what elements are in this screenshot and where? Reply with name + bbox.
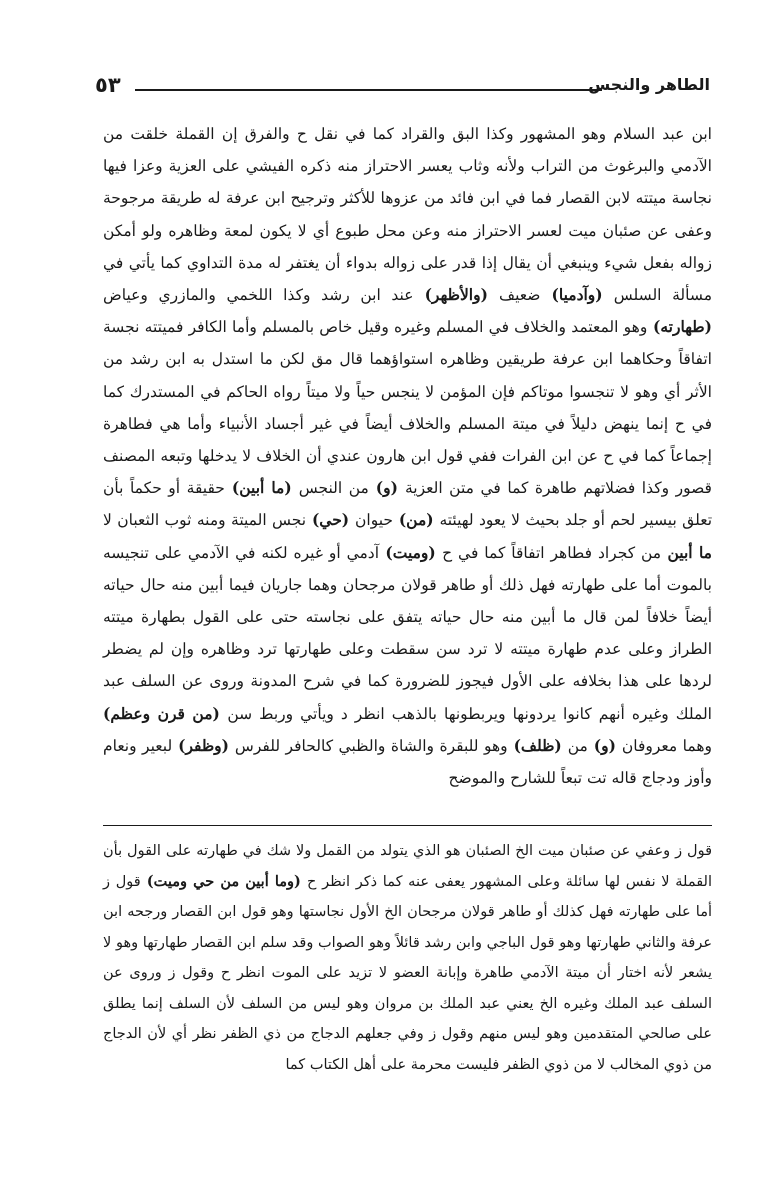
running-title: الطاهر والنجس xyxy=(588,75,710,94)
page-number: ٥٣ xyxy=(95,73,121,97)
header-rule xyxy=(135,89,602,91)
footnote-separator xyxy=(103,825,712,826)
footnote-paragraph: قول ز وعفي عن صئبان ميت الخ الصئبان هو الذي يتولد من القمل ولا شك في طهارته على القول بأن القملة لا نفس لها سائلة وعلى المشهور يعفى عنه كما ذكر انظر ح (وما أبين من حي وميت) قول ز أما على طهارته فهل كذلك أو طاهر قولان مرجحان الخ الأول نجاستها وهو قول ابن القصار ورجحه ابن عرفة والثاني طهارتها وهو قول الباجي وابن رشد قائلاً وهو الصواب وقد سلم ابن القصار طهارتها وهو لا يشعر لأنه اختار أن ميتة الآدمي طاهرة وإبانة العضو لا تزيد على الموت انظر ح وقول ز وروى عن السلف عبد الملك وغيره الخ يعني عبد الملك بن مروان وهو ليس من السلف لأن السلف إنما يطلق على صالحي المتقدمين وهو ليس منهم وقول ز وفي جعلهم الدجاج من ذي الظفر نظر أي لأن الدجاج من ذوي المخالب لا من ذوي الظفر فليست محرمة على أهل الكتاب كما xyxy=(103,843,712,1073)
main-paragraph: ابن عبد السلام وهو المشهور وكذا البق والقراد كما في نقل ح والفرق إن القملة خلقت من الآدمي والبرغوث من التراب ولأنه وثاب يعسر الاحتراز منه ذكره الفيشي على العزية وعزا فيها نجاسة ميتته لابن القصار فما في ابن فائد من عزوها للأكثر وترجيح ابن عرفة له طريقة مرجوحة وعفى عن صئبان ميت لعسر الاحتراز منه وعن محل طبوع أي لا يكون لمعة وظاهره ولو أمكن زواله بفعل شيء وينبغي أن يقال إذا قدر على زواله بدواء أن يغتفر له مدة التداوي كما يأتي في مسألة السلس (وآدميا) ضعيف (والأظهر) عند ابن رشد وكذا اللخمي والمازري وعياض (طهارته) وهو المعتمد والخلاف في المسلم وغيره وقيل خاص بالمسلم وأما الكافر فميتته نجسة اتفاقاً وحكاهما ابن عرفة طريقين وظاهره استواؤهما قال مق لكن ما استدل به ابن رشد من الأثر أي وهو لا تنجسوا موتاكم فإن المؤمن لا ينجس حياً ولا ميتاً رواه الحاكم في المستدرك كما في ح إنما ينهض دليلاً في ميتة المسلم والخلاف أيضاً في غير أجساد الأنبياء وأما هي فطاهرة إجماعاً كما في ح عن ابن الفرات ففي قول ابن هارون عندي أن الخلاف لا يدخلها وتبعه المصنف قصور وكذا فضلاتهم طاهرة كما في متن العزية (و) من النجس (ما أبين) حقيقة أو حكماً بأن تعلق بيسير لحم أو جلد بحيث لا يعود لهيئته (من) حيوان (حي) نجس الميتة ومنه ثوب الثعبان لا ما أبين من كجراد فطاهر اتفاقاً كما في ح (وميت) آدمي أو غيره لكنه في الآدمي على تنجيسه بالموت أما على طهارته فهل ذلك أو طاهر قولان مرجحان وهما جاريان فيما أبين منه حال حياته أيضاً خلافاً لمن قال ما أبين منه حال حياته يتفق على نجاسته حتى على القول بطهارة ميتته الطراز وعلى عدم طهارة ميتته لا ترد سن سقطت وعلى طهارتها ترد وظاهره وإن لم يضطر لردها على هذا بخلافه على الأول فيجوز للضرورة كما في شرح المدونة وروى عن السلف عبد الملك وغيره أنهم كانوا يردونها ويربطونها بالذهب انظر د ويأتي وربط سن (من قرن وعظم) وهما معروفان (و) من (ظلف) وهو للبقرة والشاة والظبي كالحافر للفرس (وظفر) لبعير ونعام وأوز ودجاج قاله تت تبعاً للشارح والموضح xyxy=(103,125,713,788)
footnote-block xyxy=(103,836,712,1080)
main-text-block xyxy=(103,118,712,794)
page-header xyxy=(95,70,710,102)
